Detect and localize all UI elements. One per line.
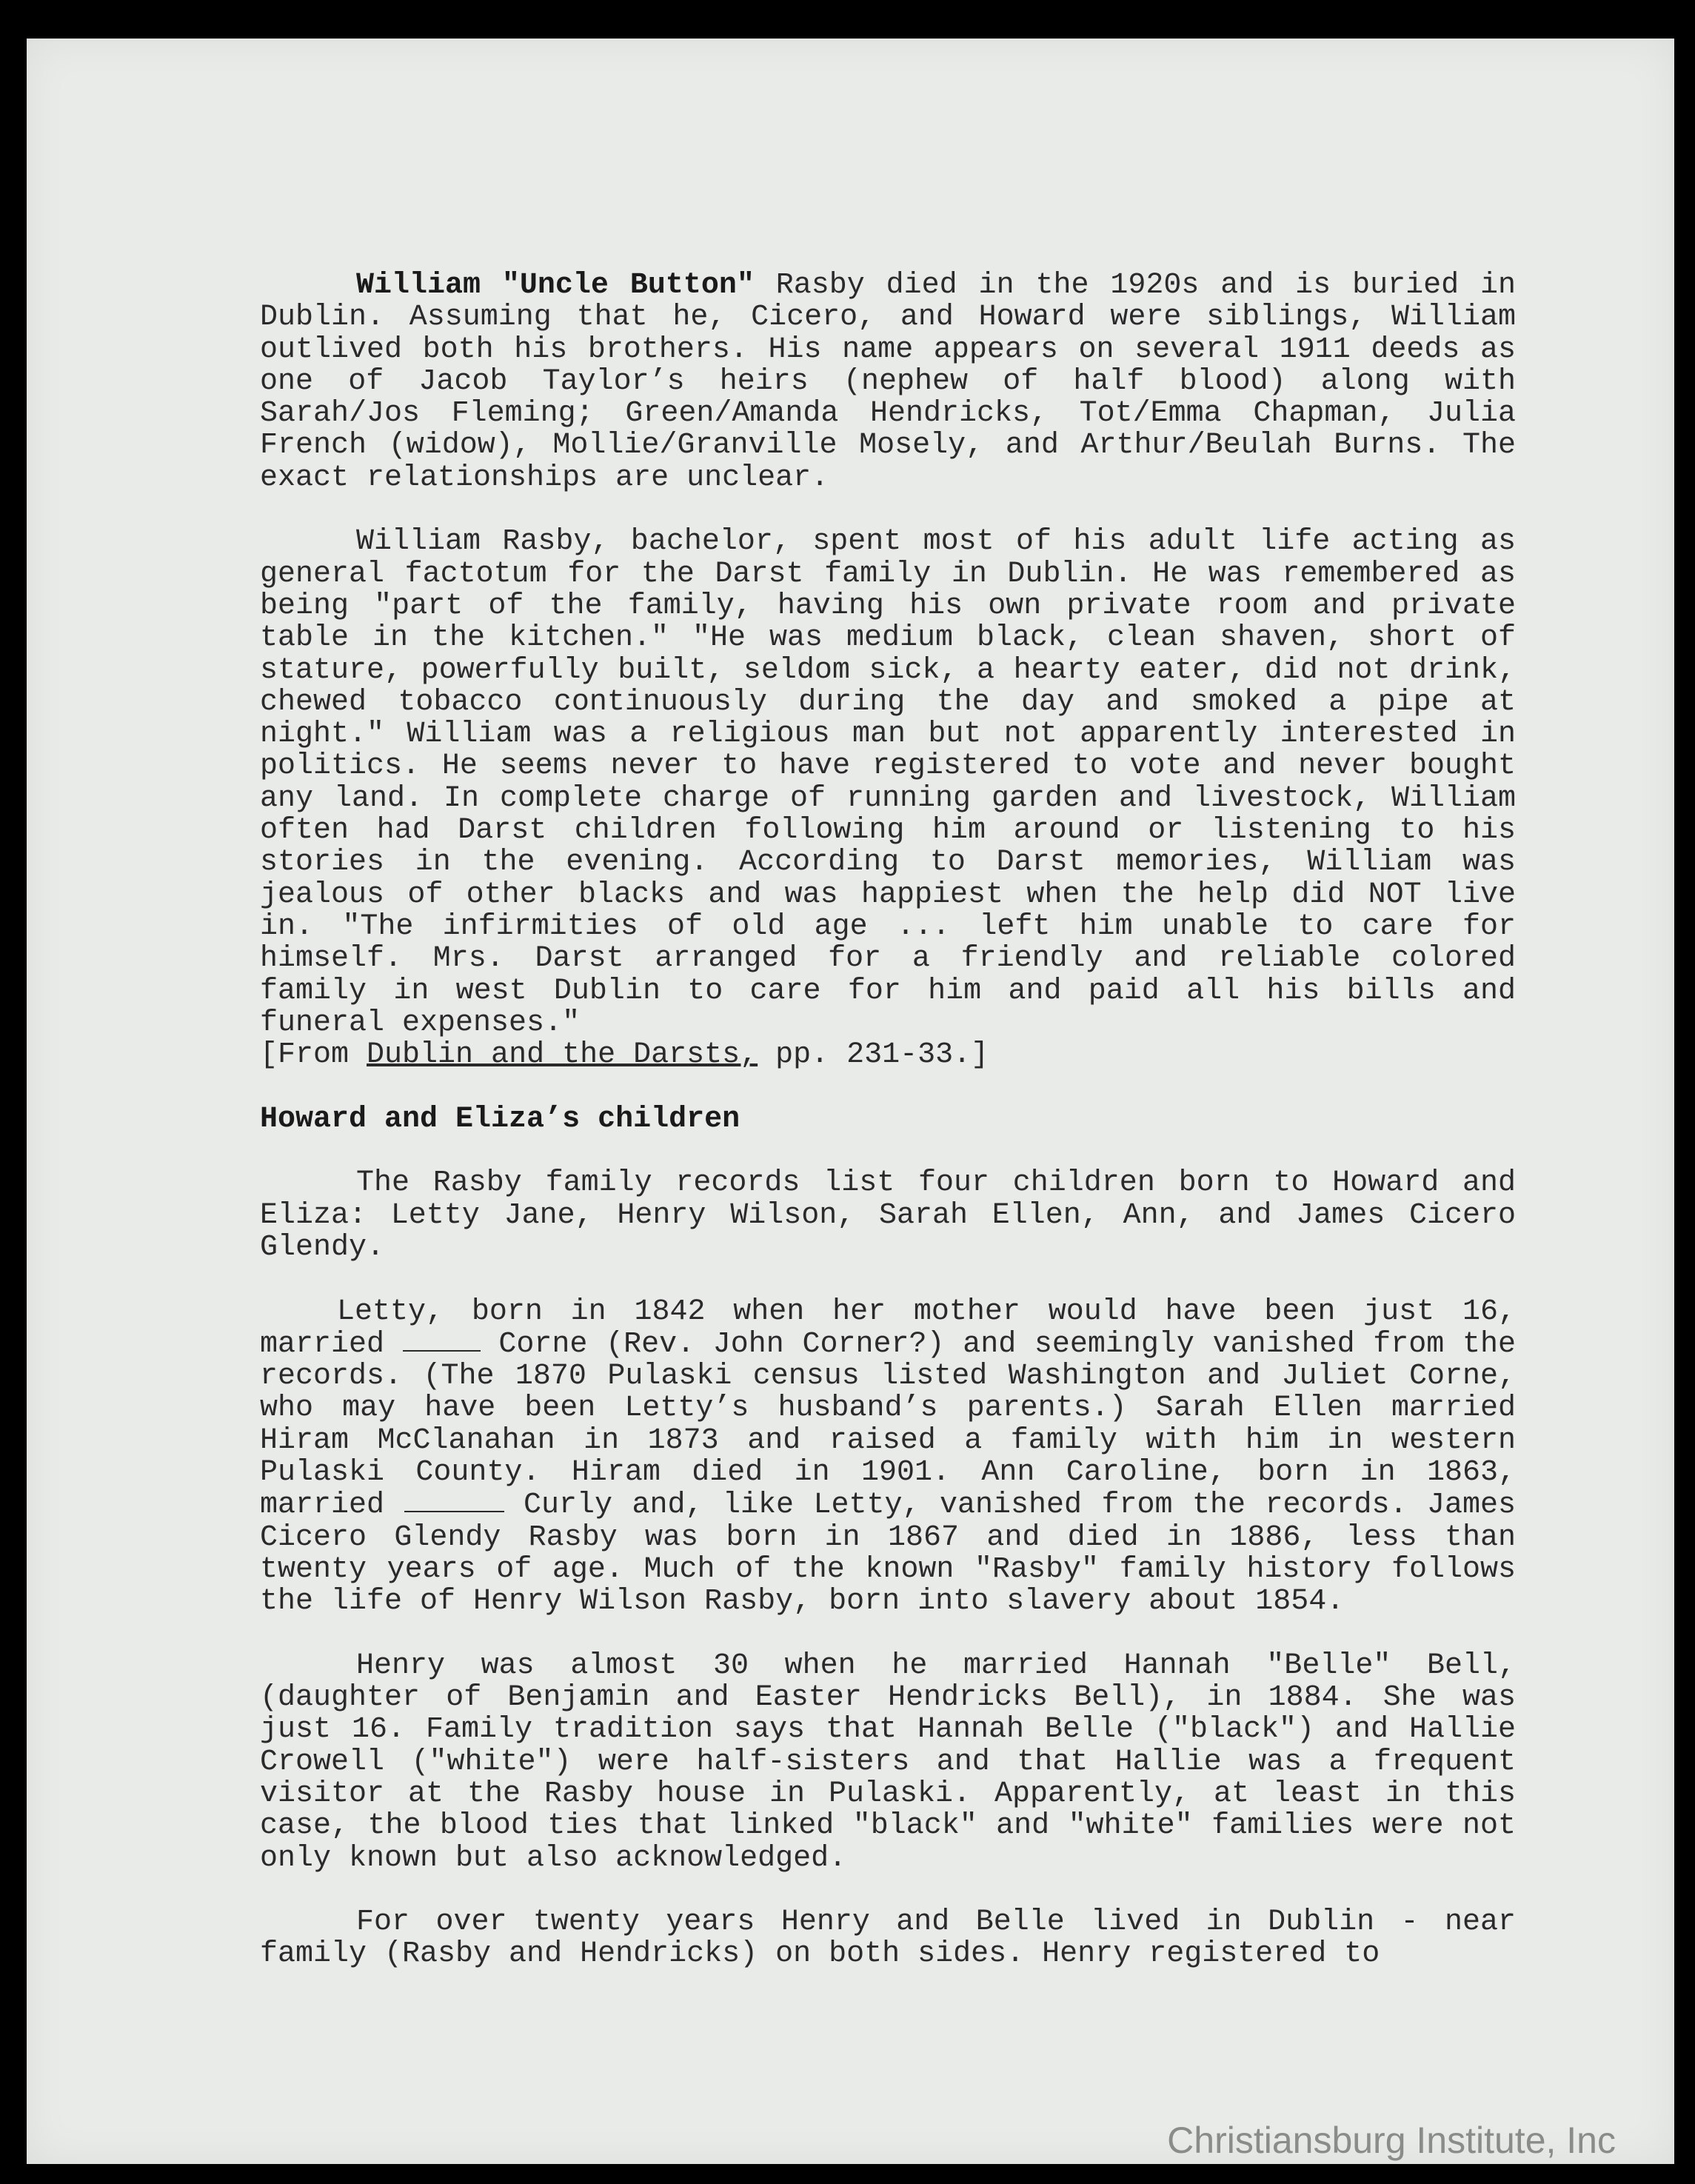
paragraph-3-text: The Rasby family records list four children born to Howard and Eliza: Letty Jane, Henry Wilson, Sarah Ellen, Ann, and James Cicero Glendy. (260, 1166, 1516, 1264)
document-body (260, 270, 1516, 2003)
paragraph-4-part-a: Letty, born in 1842 when her mother would have been just 16, married (260, 1295, 1516, 1361)
document-page (27, 39, 1674, 2164)
citation-title: Dublin and the Darsts, (367, 1038, 758, 1072)
paragraph-5-text: Henry was almost 30 when he married Hannah "Belle" Bell, (daughter of Benjamin and Easter Hendricks Bell), in 1884. She was just 16. Family tradition says that Hannah Belle ("black") and Hallie Crowell ("white") were half-sisters and that Hallie was a frequent visitor at the Rasby house in Pulaski. Apparently, at least in this case, the blood ties that linked "black" and "white" families were not only known but also acknowledged. (260, 1649, 1516, 1875)
paragraph-henry-belle (260, 1650, 1516, 1874)
paragraph-william-bachelor (260, 526, 1516, 1071)
section-heading: Howard and Eliza’s children (260, 1102, 740, 1136)
paragraph-1-text: Rasby died in the 1920s and is buried in Dublin. Assuming that he, Cicero, and Howard were siblings, William outlived both his brothers. His name appears on several 1911 deeds as one of Jacob Taylor’s heirs (nephew of half blood) along with Sarah/Jos Fleming; Green/Amanda Hendricks, Tot/Emma Chapman, Julia French (widow), Mollie/Granville Mosely, and Arthur/Beulah Burns. The exact relationships are unclear. (260, 269, 1516, 495)
william-name-bold: William "Uncle Button" (356, 269, 755, 302)
paragraph-william-intro (260, 270, 1516, 494)
paragraph-4-part-c: Curly and, like Letty, vanished from the records. James Cicero Glendy Rasby was born in 1867 and died in 1886, less than twenty years of age. Much of the known "Rasby" family history follows the life of Henry Wilson Rasby, born into slavery about 1854. (260, 1489, 1516, 1619)
watermark: Christiansburg Institute, Inc (1167, 2120, 1616, 2161)
paragraph-6-text: For over twenty years Henry and Belle lived in Dublin - near family (Rasby and Hendricks) on both sides. Henry registered to (260, 1906, 1516, 1971)
blank-line-corne (403, 1328, 481, 1352)
blank-line-curly (404, 1489, 504, 1512)
paragraph-letty (260, 1296, 1516, 1618)
paragraph-2-text: William Rasby, bachelor, spent most of his adult life acting as general factotum for the Darst family in Dublin. He was remembered as being "part of the family, having his own private room and private table in the kitchen." "He was medium black, clean shaven, short of stature, powerfully built, seldom sick, a hearty eater, did not drink, chewed tobacco continuously during the day and smoked a pipe at night." William was a religious man but not apparently interested in politics. He seems never to have registered to vote and never bought any land. In complete charge of running garden and livestock, William often had Darst children following him around or listening to his stories in the evening. According to Darst memories, William was jealous of other blacks and was happiest when the help did NOT live in. "The infirmities of old age ... left him unable to care for himself. Mrs. Darst arranged for a friendly and reliable colored family in west Dublin to care for him and paid all his bills and funeral expenses." (260, 525, 1516, 1040)
citation-prefix: [From (260, 1038, 367, 1072)
paragraph-4-part-b: Corne (Rev. John Corner?) and seemingly vanished from the records. (The 1870 Pulaski census listed Washington and Juliet Corne, who may have been Letty’s husband’s parents.) Sarah Ellen married Hiram McClanahan in 1873 and raised a family with him in western Pulaski County. Hiram died in 1901. Ann Caroline, born in 1863, married (260, 1327, 1516, 1523)
paragraph-dublin (260, 1906, 1516, 1971)
paragraph-children-list (260, 1167, 1516, 1263)
citation-suffix: pp. 231-33.] (758, 1038, 989, 1072)
